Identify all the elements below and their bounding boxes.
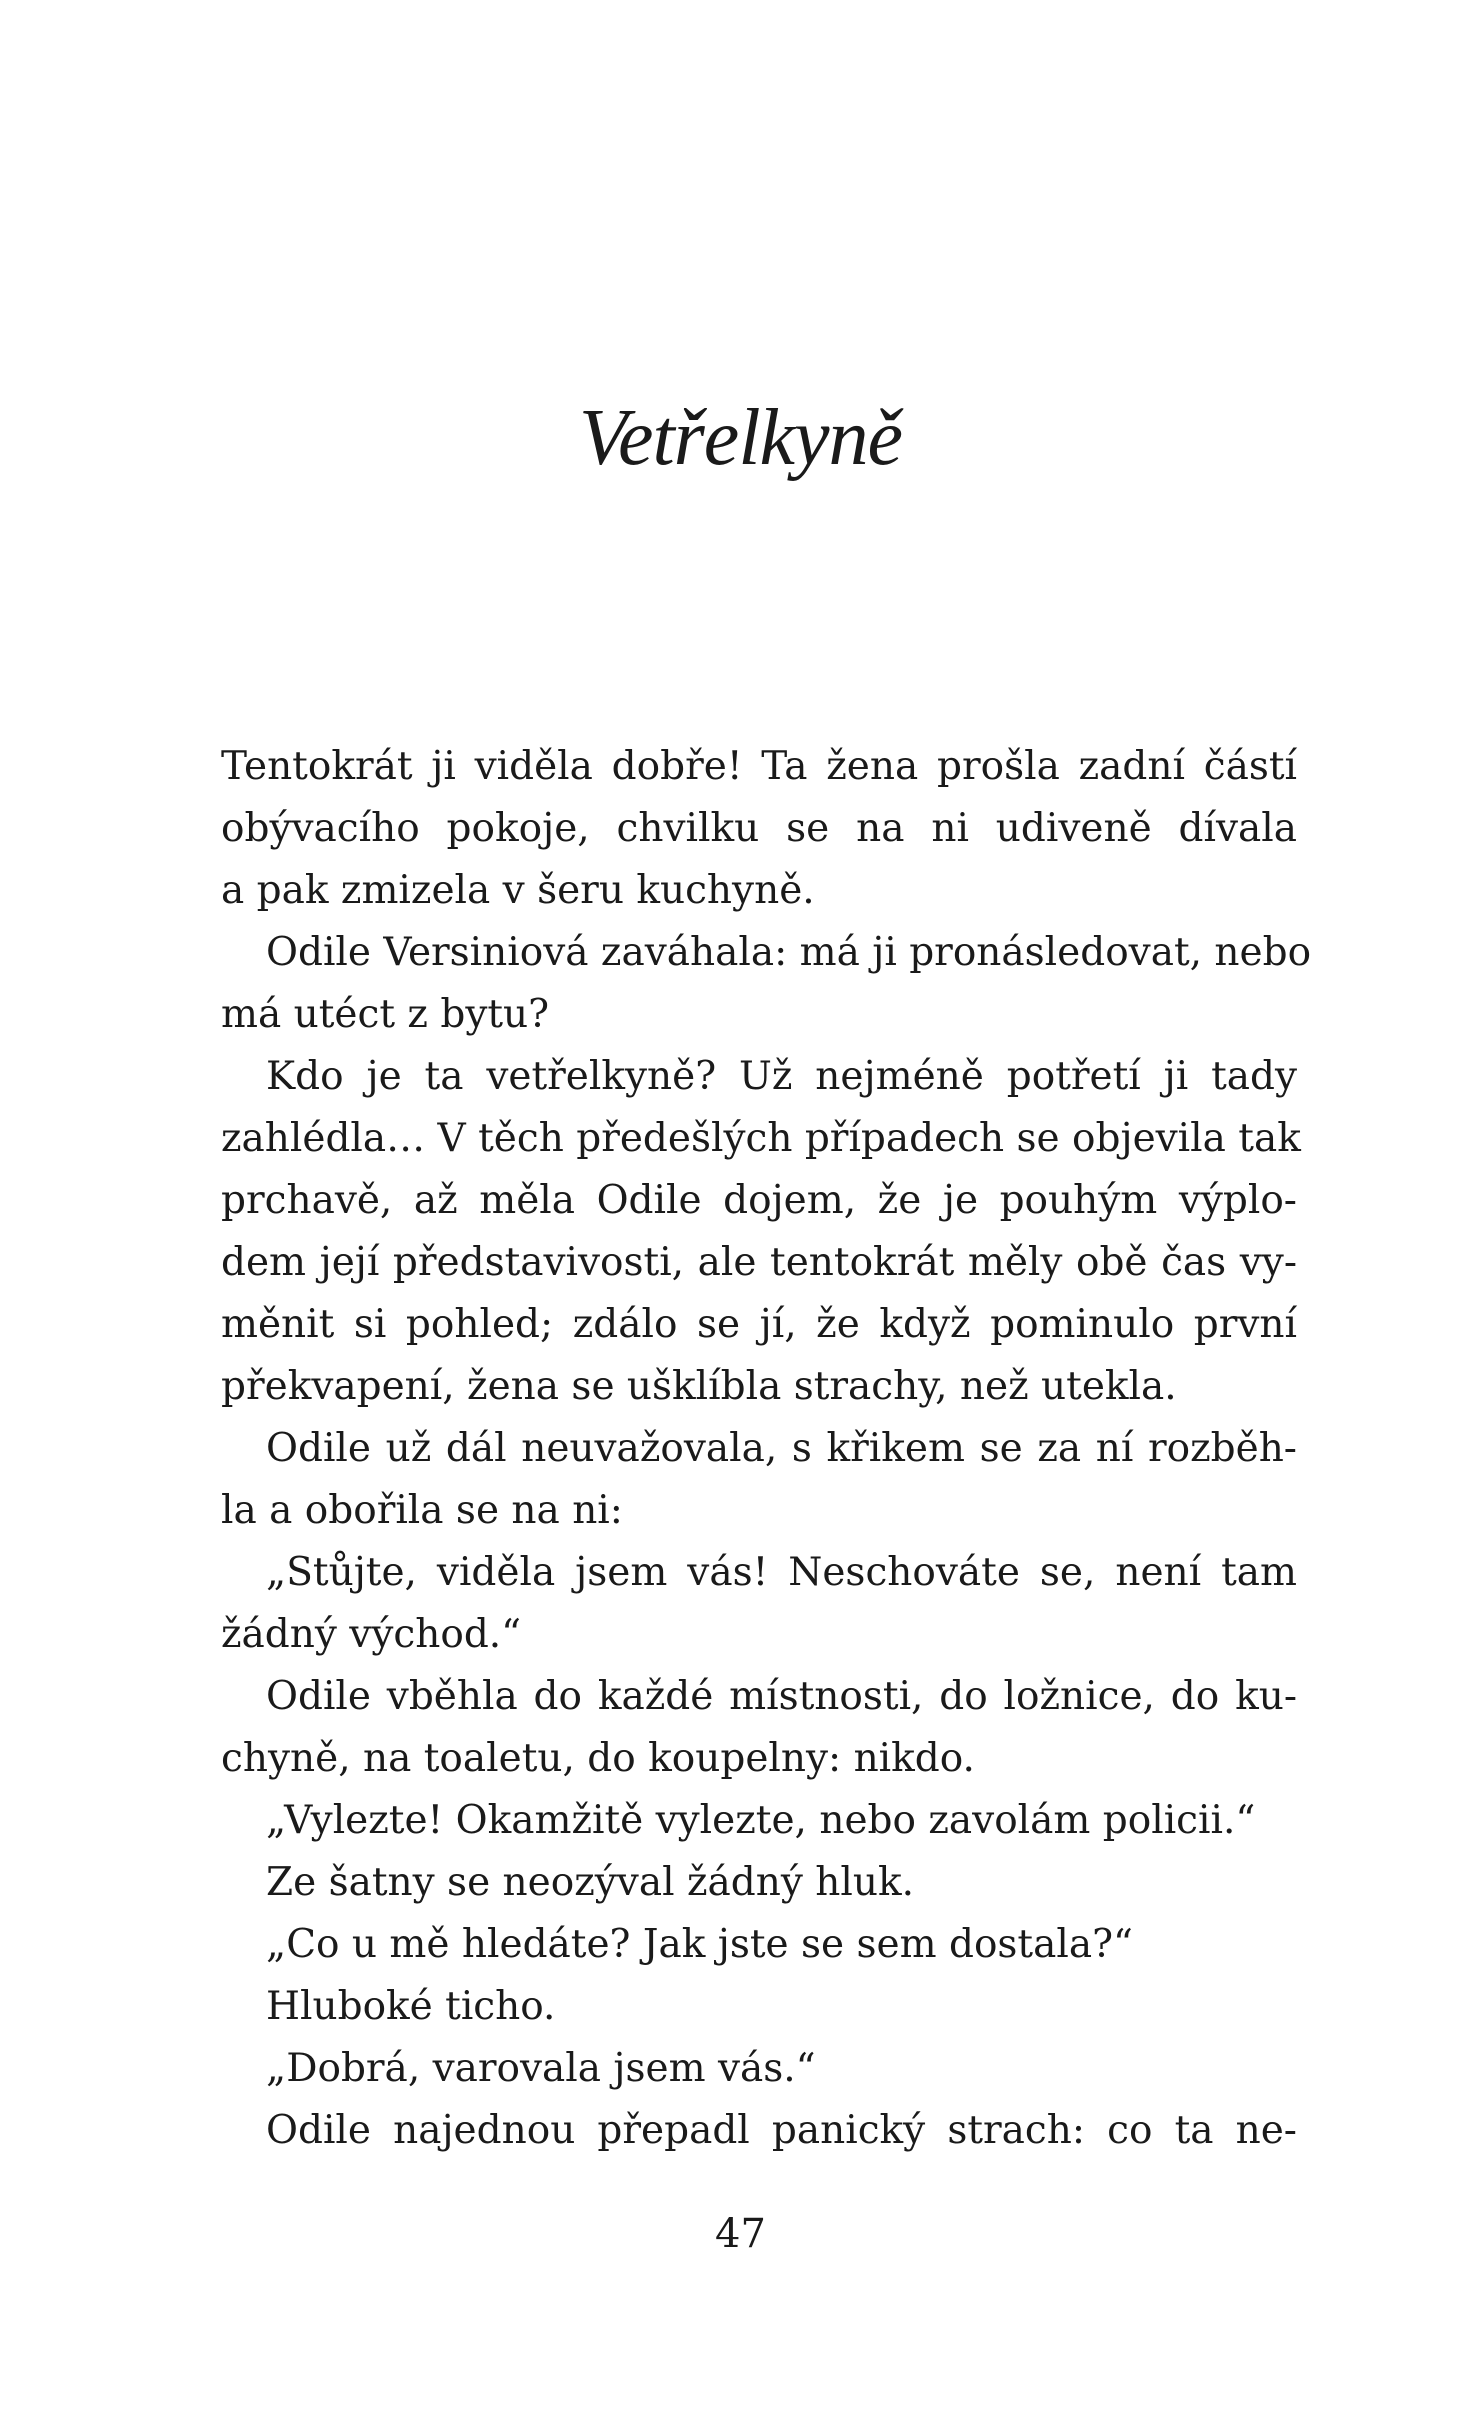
text-line: Hluboké ticho. xyxy=(266,1984,556,2029)
text-line: Odile vběhla do každé místnosti, do ložnice, do ku- xyxy=(266,1674,1297,1719)
text-line: zahlédla… V těch předešlých případech se objevila tak xyxy=(221,1116,1301,1161)
text-line: dem její představivosti, ale tentokrát měly obě čas vy- xyxy=(221,1240,1297,1285)
text-line: la a obořila se na ni: xyxy=(221,1488,623,1533)
text-line: Odile najednou přepadl panický strach: co ta ne- xyxy=(266,2108,1297,2153)
text-line: měnit si pohled; zdálo se jí, že když pominulo první xyxy=(221,1302,1297,1347)
text-line: Tentokrát ji viděla dobře! Ta žena prošla zadní částí xyxy=(221,744,1297,789)
chapter-title: Vetřelkyně xyxy=(578,394,903,482)
text-line: žádný východ.“ xyxy=(221,1612,522,1657)
text-line: má utéct z bytu? xyxy=(221,992,550,1037)
body-text xyxy=(221,736,1312,2162)
text-line: Odile už dál neuvažovala, s křikem se za ní rozběh- xyxy=(266,1426,1297,1471)
text-line: prchavě, až měla Odile dojem, že je pouhým výplo- xyxy=(221,1178,1297,1223)
text-line: Kdo je ta vetřelkyně? Už nejméně potřetí ji tady xyxy=(266,1054,1297,1099)
page-number: 47 xyxy=(715,2211,766,2257)
text-line: Odile Versiniová zaváhala: má ji pronásledovat, nebo xyxy=(266,930,1312,975)
text-line: „Vylezte! Okamžitě vylezte, nebo zavolám policii.“ xyxy=(266,1798,1256,1843)
text-line: „Stůjte, viděla jsem vás! Neschováte se, není tam xyxy=(266,1550,1297,1595)
text-line: Ze šatny se neozýval žádný hluk. xyxy=(266,1860,915,1905)
text-line: obývacího pokoje, chvilku se na ni udiveně dívala xyxy=(221,806,1297,851)
text-line: a pak zmizela v šeru kuchyně. xyxy=(221,868,815,913)
text-line: překvapení, žena se ušklíbla strachy, než utekla. xyxy=(221,1364,1177,1409)
text-line: chyně, na toaletu, do koupelny: nikdo. xyxy=(221,1736,975,1781)
text-line: „Dobrá, varovala jsem vás.“ xyxy=(266,2046,816,2091)
text-line: „Co u mě hledáte? Jak jste se sem dostala?“ xyxy=(266,1922,1133,1967)
